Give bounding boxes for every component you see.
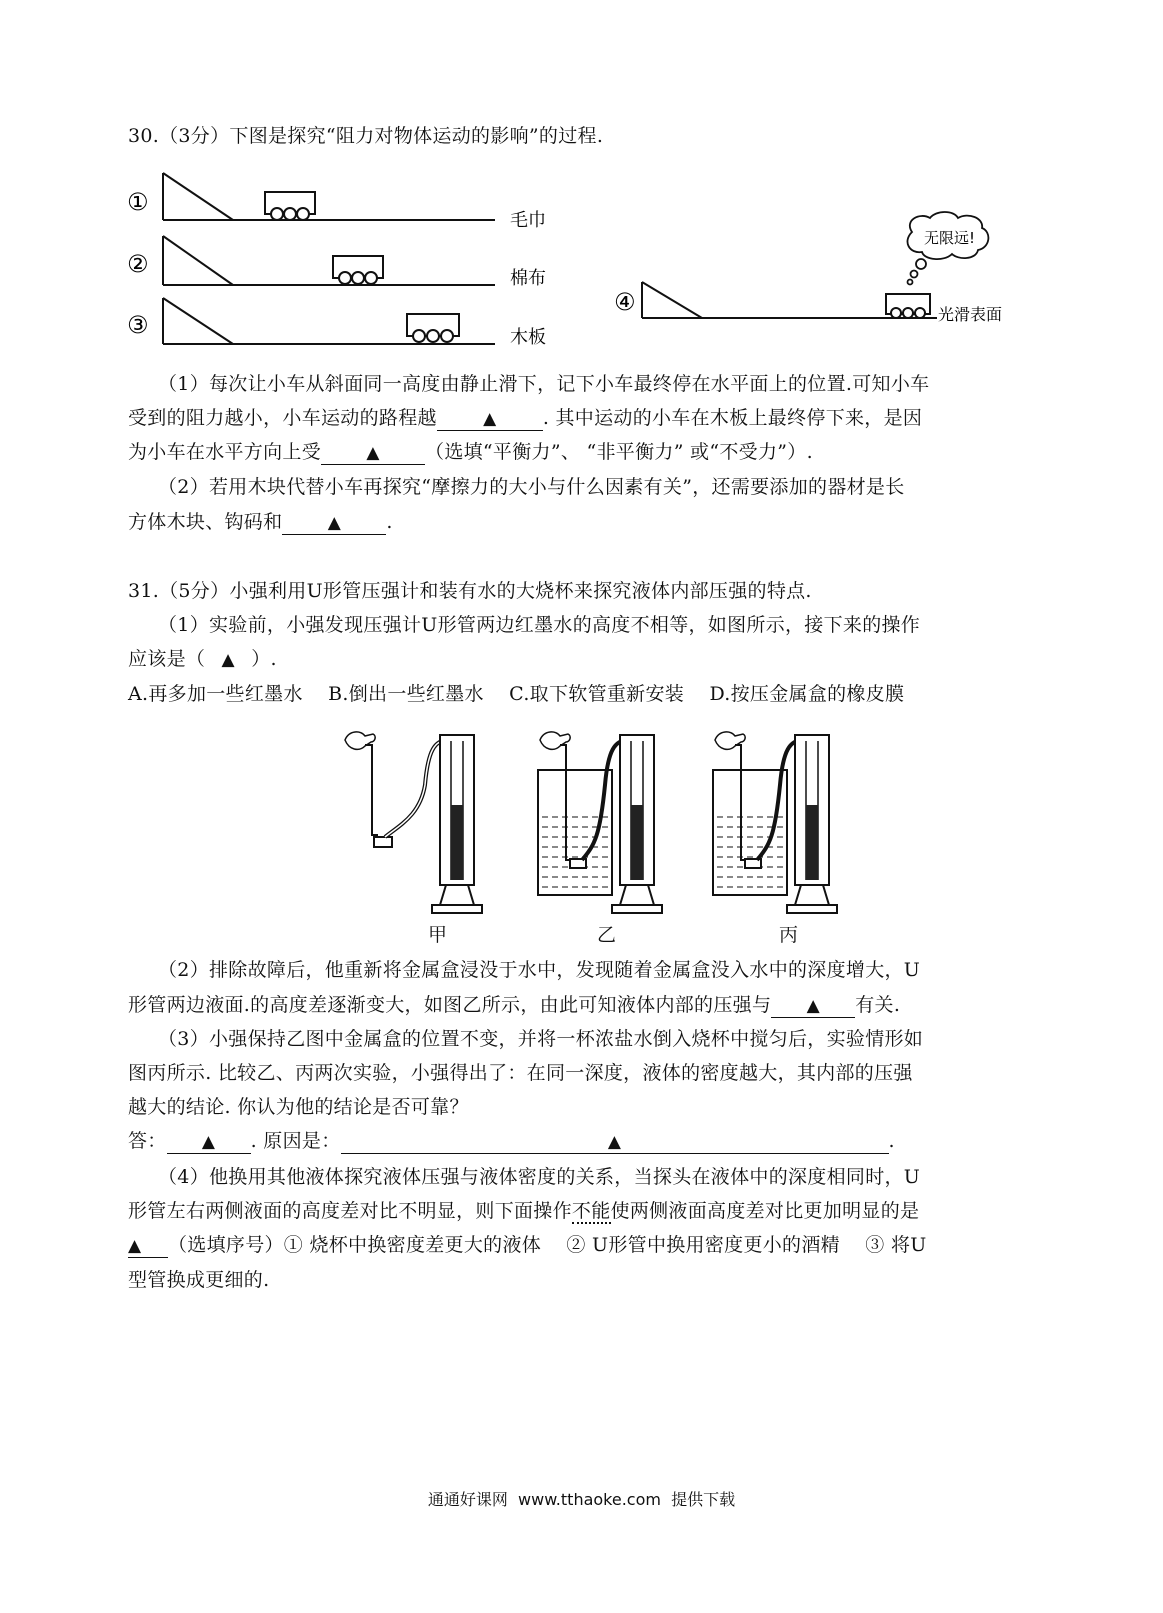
surface-smooth: 光滑表面: [938, 305, 1003, 324]
answer-blank: ▲: [771, 994, 855, 1018]
q31-p3-line-a: （3）小强保持乙图中金属盒的位置不变，并将一杯浓盐水倒入烧杯中搅匀后，实验情形如: [158, 1028, 924, 1050]
fig-label-yi: 乙: [597, 924, 617, 946]
label-n2: ②: [127, 250, 149, 278]
manometer-yi: [538, 732, 662, 913]
q31-p3-line-d: 答： ▲ . 原因是： ▲ .: [128, 1130, 895, 1152]
q30-p1-line-c: 为小车在水平方向上受 ▲ （选填“平衡力”、 “非平衡力” 或“不受力”）.: [128, 441, 813, 463]
q30-title: 30.（3分）下图是探究“阻力对物体运动的影响”的过程.: [128, 125, 604, 147]
q31-options: A.再多加一些红墨水 B.倒出一些红墨水 C.取下软管重新安装 D.按压金属盒的橡皮膜: [128, 683, 905, 705]
answer-blank: ▲: [128, 1234, 168, 1258]
car-4: [886, 294, 930, 318]
q30-p2-line-b: 方体木块、钩码和 ▲ .: [128, 511, 393, 533]
q31-p4-line-d: 型管换成更细的.: [128, 1269, 270, 1291]
surface-towel: 毛巾: [510, 210, 546, 231]
q31-p3-line-b: 图丙所示. 比较乙、丙两次实验，小强得出了：在同一深度，液体的密度越大，其内部的压强: [128, 1062, 913, 1084]
q30-p2-line-a: （2）若用木块代替小车再探究“摩擦力的大小与什么因素有关”，还需要添加的器材是长: [158, 476, 905, 498]
emphasis-cannot: 不能: [571, 1200, 611, 1222]
label-n1: ①: [127, 188, 149, 216]
q30-p1-line-b: 受到的阻力越小，小车运动的路程越 ▲ . 其中运动的小车在木板上最终停下来，是因: [128, 407, 923, 429]
manometer-bing: [713, 732, 837, 913]
q30-ramp-figure: [125, 168, 565, 358]
q30-smooth-figure: [612, 210, 1022, 335]
q31-p1-line-a: （1）实验前，小强发现压强计U形管两边红墨水的高度不相等，如图所示，接下来的操作: [158, 614, 921, 636]
answer-blank: ▲: [167, 1130, 251, 1154]
q30-p1-line-a: （1）每次让小车从斜面同一高度由静止滑下，记下小车最终停在水平面上的位置.可知小车: [158, 373, 930, 395]
car-3: [407, 314, 459, 342]
q31-p4-line-a: （4）他换用其他液体探究液体压强与液体密度的关系，当探头在液体中的深度相同时，U: [158, 1166, 921, 1188]
surface-wood: 木板: [510, 327, 546, 348]
answer-blank: ▲: [437, 407, 543, 431]
q31-p3-line-c: 越大的结论. 你认为他的结论是否可靠？: [128, 1096, 469, 1118]
q31-title: 31.（5分）小强利用U形管压强计和装有水的大烧杯来探究液体内部压强的特点.: [128, 580, 812, 602]
q31-p2-line-a: （2）排除故障后，他重新将金属盒浸没于水中，发现随着金属盒没入水中的深度增大，U: [158, 959, 921, 981]
page-footer: 通通好课网 www.tthaoke.com 提供下载: [427, 1490, 736, 1509]
label-n3: ③: [127, 311, 149, 339]
q31-p2-line-b: 形管两边液面.的高度差逐渐变大，如图乙所示，由此可知液体内部的压强与 ▲ 有关.: [128, 994, 901, 1016]
q31-p1-line-b: 应该是（ ▲ ）.: [128, 648, 277, 670]
surface-cotton: 棉布: [510, 268, 546, 289]
q31-p4-line-b: 形管左右两侧液面的高度差对比不明显，则下面操作不能使两侧液面高度差对比更加明显的是: [128, 1200, 920, 1222]
manometer-figure: [330, 725, 850, 915]
manometer-jia: [345, 732, 482, 913]
thought-bubble: [907, 212, 988, 285]
label-n4: ④: [614, 288, 636, 316]
fig-label-bing: 丙: [779, 924, 799, 946]
q31-p4-line-c: ▲ （选填序号）① 烧杯中换密度差更大的液体 ② U形管中换用密度更小的酒精 ③ 将U: [128, 1234, 927, 1256]
car-1: [265, 192, 315, 220]
answer-blank: ▲: [321, 441, 425, 465]
fig-label-jia: 甲: [428, 924, 448, 946]
answer-blank-long: ▲: [341, 1130, 889, 1154]
answer-mark: ▲: [221, 650, 235, 670]
bubble-text: 无限远!: [924, 229, 976, 247]
car-2: [333, 256, 383, 284]
answer-blank: ▲: [282, 511, 386, 535]
